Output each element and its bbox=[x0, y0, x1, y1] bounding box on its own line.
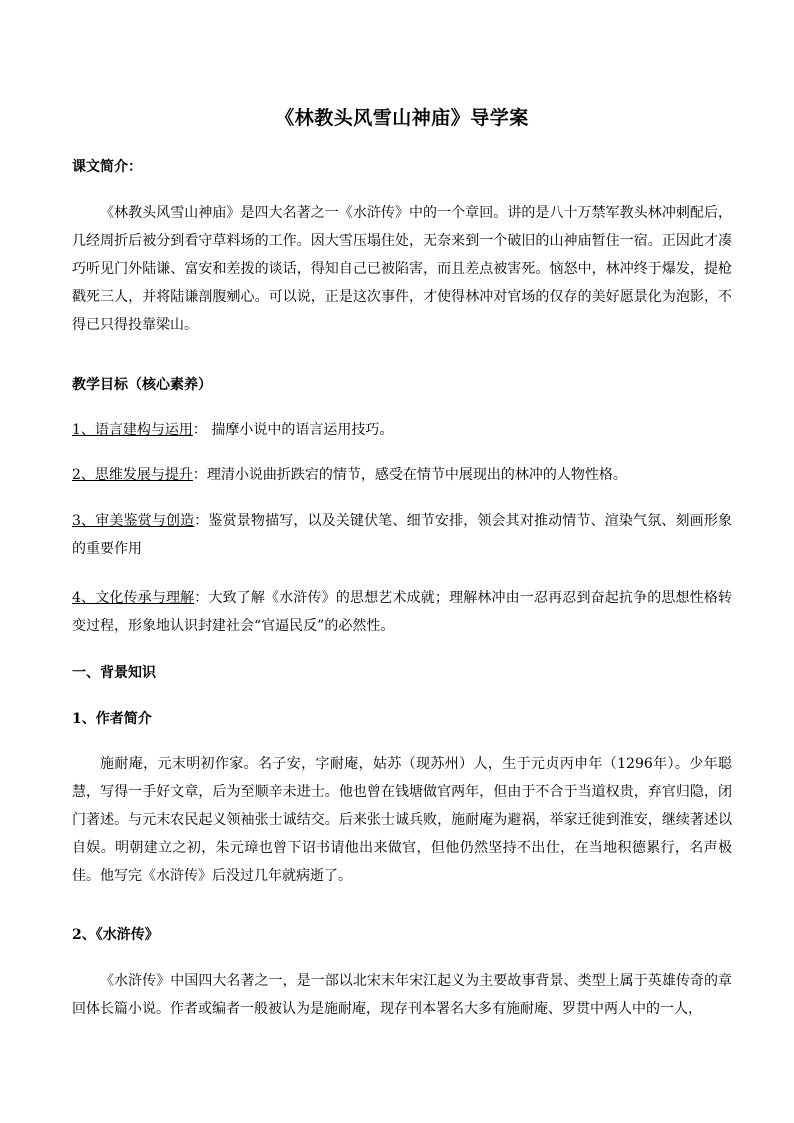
goal-separator: ： bbox=[192, 467, 207, 483]
goal-text: 大致了解《水浒传》的思想艺术成就；理解林冲由一忍再忍到奋起抗争的思想性格转变过程，形象地认识封建社会“官逼民反”的必然性。 bbox=[72, 590, 732, 634]
goals-heading: 教学目标（核心素养） bbox=[72, 377, 212, 393]
goal-item bbox=[72, 461, 732, 489]
goal-label: 2、思维发展与提升 bbox=[72, 467, 193, 483]
goal-separator: ： bbox=[192, 422, 212, 438]
goal-label: 3、审美鉴赏与创造 bbox=[72, 513, 195, 529]
book-paragraph: 《水浒传》中国四大名著之一，是一部以北宋末年宋江起义为主要故事背景、类型上属于英雄传奇的章回体长篇小说。作者或编者一般被认为是施耐庵，现存刊本署名大多有施耐庵、罗贯中两人中的一人， bbox=[72, 973, 732, 1017]
goal-separator: ： bbox=[194, 513, 209, 529]
goal-text: 鉴赏景物描写，以及关键伏笔、细节安排，领会其对推动情节、渲染气氛、刻画形象的重要作用 bbox=[72, 513, 732, 557]
intro-paragraph: 《林教头风雪山神庙》是四大名著之一《水浒传》中的一个章回。讲的是八十万禁军教头林冲刺配后，几经周折后被分到看守草料场的工作。因大雪压塌住处，无奈来到一个破旧的山神庙暂住一宿。正因此才凑巧听见门外陆谦、富安和差拨的谈话，得知自己已被陷害，而且差点被害死。恼怒中，林冲终于爆发，提枪戳死三人，并将陆谦剖腹剜心。可以说，正是这次事件，才使得林冲对官场的仅存的美好愿景化为泡影，不得已只得投靠梁山。 bbox=[72, 205, 732, 333]
background-heading: 一、背景知识 bbox=[72, 665, 156, 681]
goal-item bbox=[72, 584, 732, 640]
intro-heading: 课文简介： bbox=[72, 159, 142, 175]
goal-label: 4、文化传承与理解 bbox=[72, 590, 195, 606]
goal-text: 揣摩小说中的语言运用技巧。 bbox=[211, 422, 394, 438]
goal-text: 理清小说曲折跌宕的情节，感受在情节中展现出的林冲的人物性格。 bbox=[206, 467, 627, 483]
goal-separator: ： bbox=[194, 590, 209, 606]
book-heading: 2、《水浒传》 bbox=[72, 927, 159, 943]
author-paragraph: 施耐庵，元末明初作家。名子安，字耐庵，姑苏（现苏州）人，生于元贞丙申年（1296年）。少年聪慧，写得一手好文章，后为至顺辛未进士。他也曾在钱塘做官两年，但由于不合于当道权贵，弃官归隐，闭门著述。与元末农民起义领袖张士诚结交。后来张士诚兵败，施耐庵为避祸，举家迁徙到淮安，继续著述以自娱。明朝建立之初，朱元璋也曾下诏书请他出来做官，但他仍然坚持不出仕，在当地积德累行，名声极佳。他写完《水浒传》后没过几年就病逝了。 bbox=[72, 756, 732, 884]
goal-item bbox=[72, 507, 732, 563]
goal-label: 1、语言建构与运用 bbox=[72, 422, 193, 438]
document-title: 《林教头风雪山神庙》导学案 bbox=[275, 107, 529, 129]
goal-item bbox=[72, 416, 732, 444]
author-heading: 1、作者简介 bbox=[72, 711, 152, 727]
